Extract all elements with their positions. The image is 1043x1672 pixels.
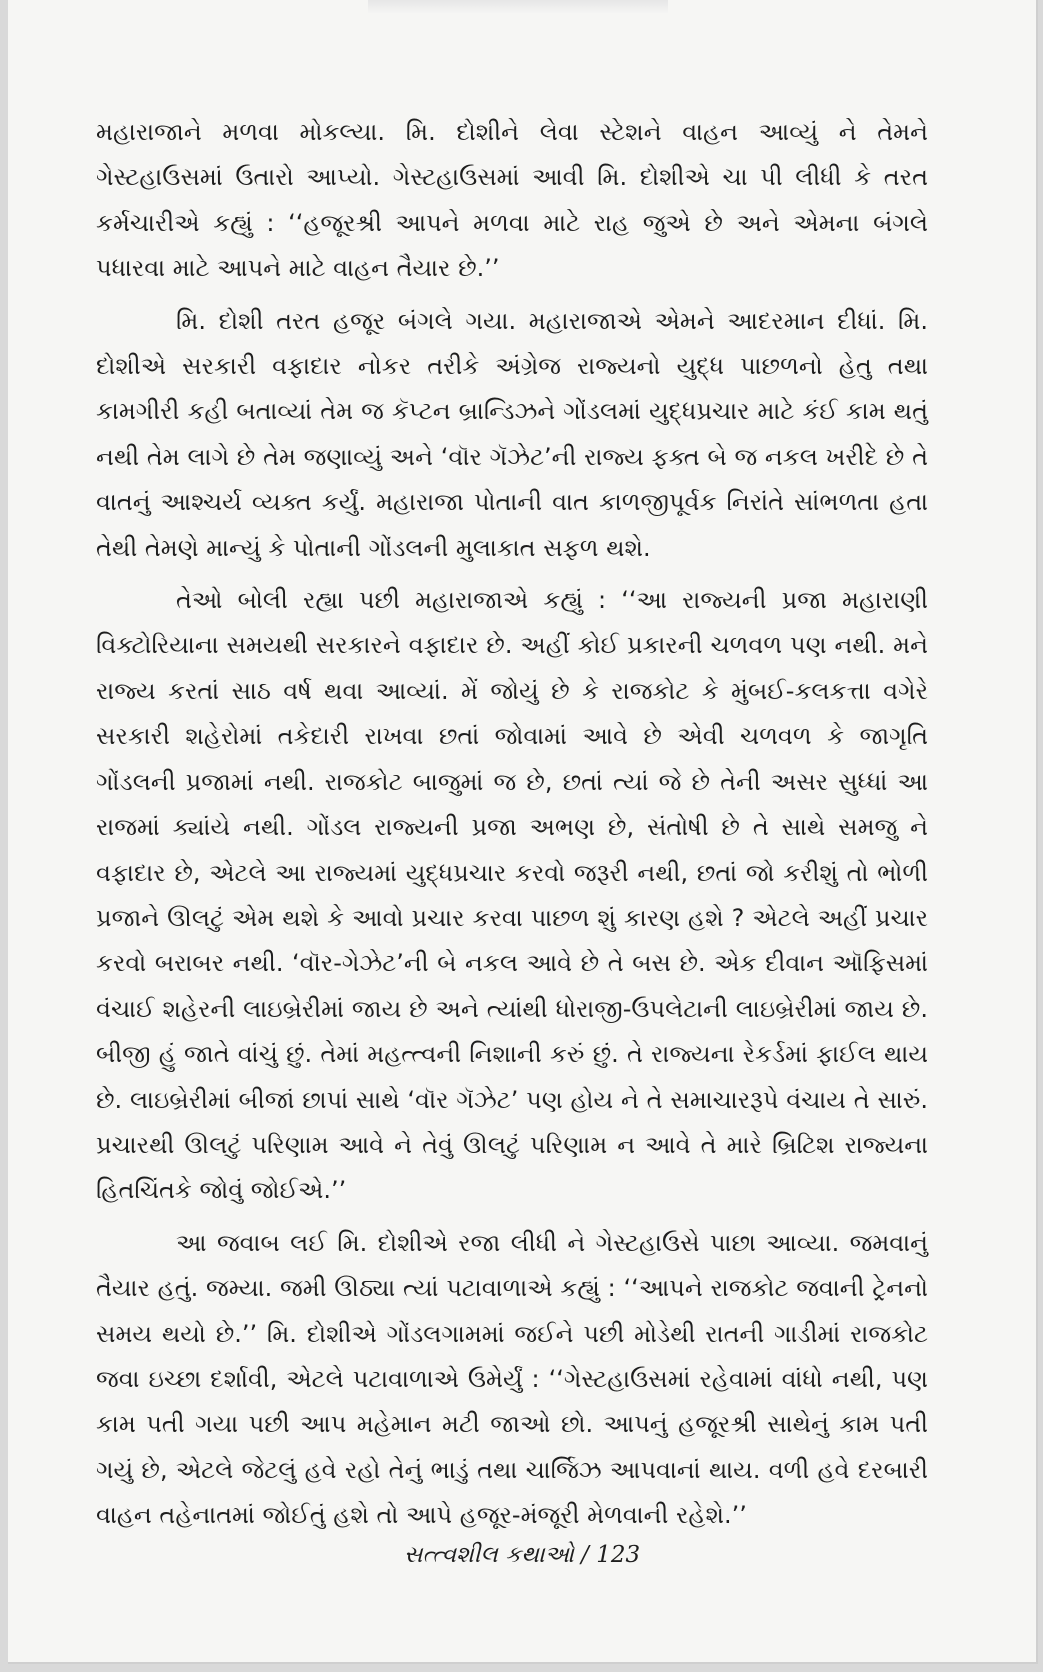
paragraph-2: મિ. દોશી તરત હજૂર બંગલે ગયા. મહારાજાએ એમને આદરમાન દીધાં. મિ. દોશીએ સરકારી વફાદાર નોકર તરીકે અંગ્રેજ રાજ્યનો યુદ્ધ પાછળનો હેતુ તથા કામગીરી કહી બતાવ્યાં તેમ જ કૅપ્ટન બ્રાન્ડિઝને ગોંડલમાં યુદ્ધપ્રચાર માટે કંઈ કામ થતું નથી તેમ લાગે છે તેમ જણાવ્યું અને ‘વૉર ગૅઝેટ’ની રાજ્ય ફક્ત બે જ નકલ ખરીદે છે તે વાતનું આશ્ચર્ય વ્યક્ત કર્યું. મહારાજા પોતાની વાત કાળજીપૂર્વક નિરાંતે સાંભળતા હતા તેથી તેમણે માન્યું કે પોતાની ગોંડલની મુલાકાત સફળ થશે. — [96, 306, 928, 562]
scan-artifact — [368, 0, 668, 14]
page-footer: સત્ત્વશીલ કથાઓ / 123 — [403, 1542, 641, 1568]
paragraph-4: આ જવાબ લઈ મિ. દોશીએ રજા લીધી ને ગેસ્ટહાઉસે પાછા આવ્યા. જમવાનું તૈયાર હતું. જમ્યા. જમી ઊઠ્યા ત્યાં પટાવાળાએ કહ્યું : ‘‘આપને રાજકોટ જવાની ટ્રેનનો સમય થયો છે.’’ મિ. દોશીએ ગોંડલગામમાં જઈને પછી મોડેથી રાતની ગાડીમાં રાજકોટ જવા ઇચ્છા દર્શાવી, એટલે પટાવાળાએ ઉમેર્યું : ‘‘ગેસ્ટહાઉસમાં રહેવામાં વાંધો નથી, પણ કામ પતી ગયા પછી આપ મહેમાન મટી જાઓ છો. આપનું હજૂરશ્રી સાથેનું કામ પતી ગયું છે, એટલે જેટલું હવે રહો તેનું ભાડું તથા ચાર્જિઝ આપવાનાં થાય. વળી હવે દરબારી વાહન તહેનાતમાં જોઈતું હશે તો આપે હજૂર-મંજૂરી મેળવાની રહેશે.’’ — [96, 1228, 928, 1530]
paragraph-3: તેઓ બોલી રહ્યા પછી મહારાજાએ કહ્યું : ‘‘આ રાજ્યની પ્રજા મહારાણી વિક્ટોરિયાના સમયથી સરકારને વફાદાર છે. અહીં કોઈ પ્રકારની ચળવળ પણ નથી. મને રાજ્ય કરતાં સાઠ વર્ષ થવા આવ્યાં. મેં જોયું છે કે રાજકોટ કે મુંબઈ-કલકત્તા વગેરે સરકારી શહેરોમાં તકેદારી રાખવા છતાં જોવામાં આવે છે એવી ચળવળ કે જાગૃતિ ગોંડલની પ્રજામાં નથી. રાજકોટ બાજુમાં જ છે, છતાં ત્યાં જે છે તેની અસર સુધ્ધાં આ રાજમાં ક્યાંયે નથી. ગોંડલ રાજ્યની પ્રજા અભણ છે, સંતોષી છે તે સાથે સમજુ ને વફાદાર છે, એટલે આ રાજ્યમાં યુદ્ધપ્રચાર કરવો જરૂરી નથી, છતાં જો કરીશું તો ભોળી પ્રજાને ઊલટું એમ થશે કે આવો પ્રચાર કરવા પાછળ શું કારણ હશે ? એટલે અહીં પ્રચાર કરવો બરાબર નથી. ‘વૉર-ગેઝેટ’ની બે નકલ આવે છે તે બસ છે. એક દીવાન ઑફિસમાં વંચાઈ શહેરની લાઇબ્રેરીમાં જાય છે અને ત્યાંથી ધોરાજી-ઉપલેટાની લાઇબ્રેરીમાં જાય છે. બીજી હું જાતે વાંચું છું. તેમાં મહત્ત્વની નિશાની કરું છું. તે રાજ્યના રેકર્ડમાં ફાઈલ થાય છે. લાઇબ્રેરીમાં બીજાં છાપાં સાથે ‘વૉર ગૅઝેટ’ પણ હોય ને તે સમાચારરૂપે વંચાય તે સારું. પ્રચારથી ઊલટું પરિણામ આવે ને તેવું ઊલટું પરિણામ ન આવે તે મારે બ્રિટિશ રાજ્યના હિતચિંતકે જોવું જોઈએ.’’ — [96, 586, 928, 1205]
body-text — [96, 110, 928, 1546]
paragraph-1: મહારાજાને મળવા મોકલ્યા. મિ. દોશીને લેવા સ્ટેશને વાહન આવ્યું ને તેમને ગેસ્ટહાઉસમાં ઉતારો આપ્યો. ગેસ્ટહાઉસમાં આવી મિ. દોશીએ ચા પી લીધી કે તરત કર્મચારીએ કહ્યું : ‘‘હજૂરશ્રી આપને મળવા માટે રાહ જુએ છે અને એમના બંગલે પધારવા માટે આપને માટે વાહન તૈયાર છે.’’ — [96, 118, 928, 283]
book-page — [8, 0, 1038, 1664]
